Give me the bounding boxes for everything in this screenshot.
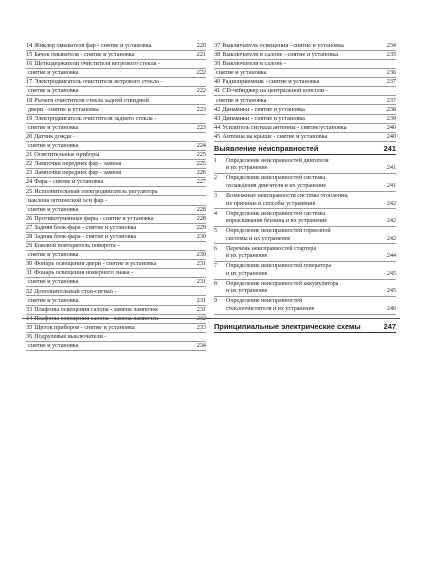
entry-title-line: впрыскивания бензина и их устранение	[226, 218, 328, 225]
toc-entry	[214, 106, 396, 115]
entry-title-line: и их устранение	[226, 270, 268, 277]
entry-title: снятие и установка	[28, 205, 79, 213]
entry-title-line: Определение неисправностей генератора	[226, 263, 332, 270]
toc-entry	[26, 160, 206, 169]
entry-title: наклона оптической оси фар -	[28, 196, 107, 204]
entry-title: Выключатели в салоне -	[222, 60, 286, 68]
entry-page: 230	[196, 232, 206, 240]
entry-number: 18	[26, 96, 33, 104]
entry-title: Задняя блок-фара - снятие и установка	[34, 232, 137, 240]
troubleshooting-item	[214, 193, 396, 209]
entry-page: 237	[386, 96, 396, 104]
troubleshooting-heading-page: 241	[383, 143, 396, 153]
entry-title: Радиоприемник - снятие и установка	[222, 78, 320, 86]
troubleshooting-item	[214, 246, 396, 262]
toc-entry	[26, 197, 206, 206]
troubleshooting-item	[214, 211, 396, 227]
entry-title-line: стеклоочистителя и их устранение	[226, 306, 315, 313]
toc-entry	[26, 133, 206, 142]
entry-title-line: Определение неисправностей двигателя	[226, 157, 329, 164]
schemes-heading-text: Принципиальные электрические схемы	[214, 322, 361, 332]
entry-page: 245	[387, 288, 396, 295]
toc-entry	[26, 115, 206, 124]
toc-entry	[26, 278, 206, 287]
entry-title: Датчик дождя -	[34, 132, 75, 140]
toc-entry	[26, 206, 206, 215]
entry-number: 36	[26, 333, 33, 340]
entry-number: 8	[214, 280, 217, 287]
toc-entry	[26, 51, 206, 60]
entry-title: Плафоны освещения салона - замена лампочек	[34, 314, 159, 322]
troubleshooting-heading	[214, 144, 396, 155]
entry-number: 21	[26, 151, 33, 159]
entry-page: 241	[387, 183, 396, 190]
entry-number: 24	[26, 178, 33, 186]
toc-entry	[26, 42, 206, 51]
entry-title: Фонарь освещения номерного знака -	[34, 269, 134, 277]
entry-title-line: и их устранение	[226, 288, 268, 295]
entry-number: 44	[214, 123, 221, 131]
entry-title-line: Определение неисправностей тормозной	[226, 228, 331, 235]
entry-number: 5	[214, 228, 217, 235]
toc-entry	[26, 169, 206, 178]
entry-page: 244	[387, 253, 396, 260]
entry-title: Задняя блок-фара - снятие и установка	[34, 223, 137, 231]
schemes-heading	[214, 322, 396, 333]
entry-number: 40	[214, 78, 221, 86]
entry-title-line: Перечень неисправностей стартера	[226, 245, 317, 252]
toc-entry	[26, 142, 206, 151]
toc-entry	[214, 115, 396, 124]
entry-title: Жиклер омывателя фар - снятие и установка	[34, 42, 152, 49]
toc-electrical-entries	[214, 42, 396, 142]
entry-title: Фара - снятие и установка	[34, 178, 104, 186]
toc-entry	[26, 324, 206, 333]
entry-page: 223	[196, 105, 206, 113]
entry-number: 2	[214, 175, 217, 182]
entry-title: Боковой повторитель поворота -	[34, 242, 120, 250]
entry-number: 42	[214, 105, 221, 113]
entry-title: снятие и установка	[28, 251, 79, 259]
entry-title: Рычаги очистителя стекла задней откидной	[34, 96, 149, 104]
toc-entry	[214, 87, 396, 96]
entry-number: 45	[214, 132, 221, 140]
toc-entry	[26, 69, 206, 78]
toc-entry	[26, 333, 206, 342]
toc-entry	[214, 97, 396, 106]
entry-number: 38	[214, 51, 221, 59]
entry-page: 236	[386, 69, 396, 77]
entry-page: 223	[196, 123, 206, 131]
troubleshooting-item	[214, 175, 396, 191]
schemes-heading-page: 247	[383, 322, 396, 332]
entry-title-line: Определение неисправностей системы	[226, 210, 326, 217]
entry-title: Выключатели в салоне - снятие и установка	[222, 51, 338, 59]
toc-entry	[26, 306, 206, 315]
toc-entry	[26, 242, 206, 251]
entry-number: 14	[26, 42, 33, 49]
troubleshooting-heading-text: Выявление неисправностей	[214, 143, 319, 153]
entry-title: Лампочки передних фар - замена	[34, 169, 122, 177]
toc-entry	[26, 87, 206, 96]
toc-entry	[26, 342, 206, 351]
entry-title: снятие и установка	[28, 278, 79, 286]
toc-entry	[26, 297, 206, 306]
entry-title: Противотуманные фары - снятие и установка	[34, 214, 154, 222]
entry-page: 235	[386, 51, 396, 59]
entry-title: Динамики - снятие и установка	[222, 105, 305, 113]
toc-right-column	[214, 42, 396, 336]
troubleshooting-item	[214, 263, 396, 279]
entry-page: 242	[387, 218, 396, 225]
entry-title-line: Возможные неисправности системы отопления,	[226, 193, 349, 199]
entry-page: 231	[196, 260, 206, 268]
entry-number: 16	[26, 60, 33, 68]
entry-title: Электродвигатель очистителя заднего стекла -	[34, 114, 157, 122]
entry-number: 22	[26, 160, 33, 168]
entry-number: 26	[26, 214, 33, 222]
page-divider	[22, 318, 400, 319]
entry-page: 240	[386, 132, 396, 140]
entry-title: Плафоны освещения салона - замена лампочек	[34, 305, 159, 313]
entry-number: 23	[26, 169, 33, 177]
entry-page: 245	[387, 270, 396, 277]
entry-title-line: Определение неисправностей системы	[226, 175, 326, 182]
entry-title-line: и их устранение	[226, 165, 268, 172]
entry-page: 228	[196, 205, 206, 213]
toc-entry	[214, 42, 396, 51]
entry-title: Щиток приборов - снятие и установка	[34, 323, 135, 331]
entry-title: Подрулевые выключатели -	[34, 333, 107, 340]
entry-page: 234	[196, 342, 206, 350]
entry-title: Выключатель освещения - снятие и установка	[222, 42, 344, 49]
entry-title: снятие и установка	[216, 96, 267, 104]
entry-page: 230	[196, 251, 206, 259]
entry-title: снятие и установка	[28, 342, 79, 350]
entry-page: 234	[386, 42, 396, 49]
toc-entry	[26, 78, 206, 87]
entry-title: двери - снятие и установка	[28, 105, 99, 113]
entry-title: Электродвигатель очистителя ветрового стекла -	[34, 78, 163, 86]
entry-page: 241	[387, 165, 396, 172]
entry-page: 224	[196, 142, 206, 150]
entry-title: Щеткодержатели очистителя ветрового стекла -	[34, 60, 161, 68]
toc-entry	[26, 151, 206, 160]
entry-page: 228	[196, 214, 206, 222]
entry-page: 229	[196, 223, 206, 231]
entry-page: 238	[386, 105, 396, 113]
entry-page: 242	[387, 235, 396, 242]
entry-number: 15	[26, 51, 33, 59]
toc-entry	[26, 97, 206, 106]
toc-entry	[26, 224, 206, 233]
entry-page: 233	[196, 323, 206, 331]
entry-page: 220	[196, 42, 206, 49]
entry-number: 31	[26, 269, 33, 277]
entry-title: Усилитель сигнала антенны - снятие/установка	[222, 123, 347, 131]
entry-title-line: системы и их устранение	[226, 235, 291, 242]
toc-entry	[214, 78, 396, 87]
troubleshooting-item	[214, 298, 396, 314]
toc-entry	[26, 188, 206, 197]
entry-number: 25	[26, 187, 33, 195]
entry-title: Бачок омывателя - снятие и установка	[34, 51, 135, 59]
entry-page: 222	[196, 69, 206, 77]
toc-left-column	[26, 42, 206, 351]
entry-title-line: охлаждения двигателя и их устранение	[226, 183, 327, 190]
toc-entry	[214, 69, 396, 78]
entry-page: 242	[387, 200, 396, 207]
toc-entry	[26, 233, 206, 242]
entry-number: 20	[26, 132, 33, 140]
entry-number: 39	[214, 60, 221, 68]
entry-number: 4	[214, 210, 217, 217]
entry-title: Дополнительный стоп-сигнал -	[34, 287, 117, 295]
entry-title: снятие и установка	[28, 142, 79, 150]
toc-entry	[26, 251, 206, 260]
entry-title: снятие и установка	[216, 69, 267, 77]
entry-title: снятие и установка	[28, 87, 79, 95]
entry-title: снятие и установка	[28, 296, 79, 304]
toc-entry	[26, 269, 206, 278]
toc-entry	[214, 51, 396, 60]
entry-title: Лампочки передних фар - замена	[34, 160, 122, 168]
entry-page: 240	[386, 123, 396, 131]
entry-title: Динамики - снятие и установка	[222, 114, 305, 122]
toc-entry	[26, 260, 206, 269]
troubleshooting-item	[214, 228, 396, 244]
entry-number: 37	[214, 42, 221, 49]
entry-page: 225	[196, 151, 206, 159]
entry-title-line: их причины и способы устранения	[226, 200, 316, 207]
entry-title: снятие и установка	[28, 69, 79, 77]
entry-title: снятие и установка	[28, 123, 79, 131]
entry-number: 28	[26, 232, 33, 240]
entry-page: 225	[196, 160, 206, 168]
entry-number: 17	[26, 78, 33, 86]
entry-title-line: Определение неисправностей	[226, 298, 303, 305]
entry-title-line: и их устранение	[226, 253, 268, 260]
toc-entry	[26, 288, 206, 297]
entry-number: 3	[214, 193, 217, 199]
entry-number: 19	[26, 114, 33, 122]
entry-title-line: Определение неисправностей аккумулятора	[226, 280, 339, 287]
toc-entry	[26, 106, 206, 115]
entry-page: 221	[196, 51, 206, 59]
entry-page: 239	[386, 114, 396, 122]
entry-number: 9	[214, 298, 217, 305]
entry-page: 226	[196, 169, 206, 177]
entry-title: CD-чейнджер на центральной консоли -	[222, 87, 328, 95]
entry-page: 231	[196, 305, 206, 313]
toc-entry	[214, 124, 396, 133]
entry-number: 33	[26, 305, 33, 313]
toc-entry	[26, 315, 206, 324]
entry-page: 231	[196, 296, 206, 304]
troubleshooting-item	[214, 158, 396, 174]
entry-title: Исполнительный электродвигатель регулятора	[34, 187, 158, 195]
entry-number: 43	[214, 114, 221, 122]
entry-number: 29	[26, 242, 33, 250]
entry-page: 246	[387, 306, 396, 313]
entry-number: 32	[26, 287, 33, 295]
toc-entry	[26, 178, 206, 187]
entry-number: 1	[214, 157, 217, 164]
entry-number: 30	[26, 260, 33, 268]
entry-page: 231	[196, 278, 206, 286]
troubleshooting-list	[214, 158, 396, 315]
entry-page: 222	[196, 87, 206, 95]
toc-entry	[26, 60, 206, 69]
entry-page: 237	[386, 78, 396, 86]
toc-entry	[214, 60, 396, 69]
entry-title: Осветительные приборы	[34, 151, 100, 159]
entry-title: Антенна на крыше - снятие и установка	[222, 132, 328, 140]
entry-number: 35	[26, 323, 33, 331]
entry-number: 34	[26, 314, 33, 322]
toc-entry	[26, 124, 206, 133]
entry-title: Фонарь освещения двери - снятие и установка	[34, 260, 157, 268]
entry-number: 6	[214, 245, 217, 252]
entry-number: 7	[214, 263, 217, 270]
entry-number: 41	[214, 87, 221, 95]
entry-page: 227	[196, 178, 206, 186]
entry-number: 27	[26, 223, 33, 231]
toc-entry	[26, 215, 206, 224]
toc-entry	[214, 133, 396, 142]
entry-page: 232	[196, 314, 206, 322]
troubleshooting-item	[214, 281, 396, 297]
